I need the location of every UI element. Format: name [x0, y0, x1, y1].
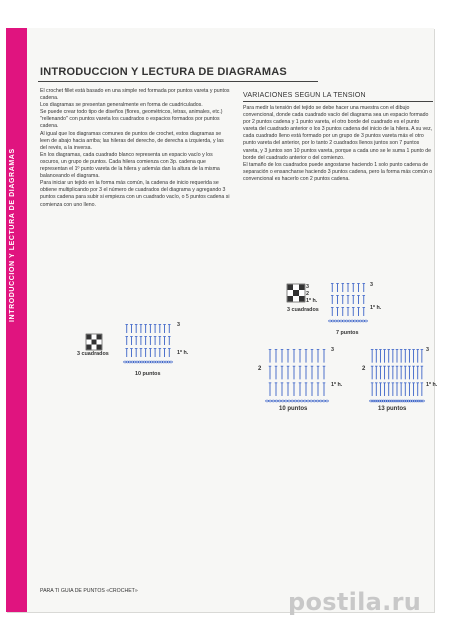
row-number: 1º h.	[370, 305, 382, 311]
chain-mark	[288, 400, 291, 402]
points-label: 10 puntos	[135, 371, 161, 377]
chain-mark	[337, 320, 340, 322]
chain-mark	[351, 320, 354, 322]
section-subtitle: VARIACIONES SEGUN LA TENSION	[243, 92, 366, 99]
chain-mark	[348, 320, 351, 322]
chain-mark	[356, 320, 359, 322]
left-paragraph: Al igual que los diagramas comunes de puntos de crochet, estos diagramas se leen de abajo hacia arriba; las hileras del derecho, de derecha a izquierda, y las del revés, a la inversa.	[40, 130, 224, 151]
row-number: 1º h.	[426, 382, 438, 388]
chain-mark	[319, 400, 322, 402]
points-label: 10 puntos	[279, 406, 308, 412]
grid-icon	[86, 334, 102, 350]
stitch-diagram	[368, 346, 426, 404]
chain-mark	[316, 400, 319, 402]
right-paragraph: Para medir la tensión del tejido se debe hacer una muestra con el dibujo convencional, donde cada cuadrado vacío del diagrama sea un espacio formado por 2 puntos cadena y 1 punto vareta, el otro borde del cuadrado es el punto vareta del cuadrado anterior o los 3 puntos cadena del inicio de la hilera. A su vez, cada cuadrado lleno está formado por un grupo de 3 puntos vareta más el otro punto vareta del anterior, por lo tanto 2 cuadrados llenos juntos son 7 puntos vareta, y 3 juntos son 10 puntos vareta, porque a cada uno se le suma 1 punto de borde del cuadrado anterior o del comienzo.	[243, 105, 433, 161]
subtitle-rule	[243, 101, 433, 102]
chain-mark	[329, 320, 332, 322]
chain-mark	[331, 320, 334, 322]
chain-mark	[278, 400, 281, 402]
left-paragraph: Los diagramas se presentan generalmente en forma de cuadriculados.	[40, 102, 203, 109]
stitch-diagram	[327, 280, 369, 324]
chain-mark	[359, 320, 362, 322]
row-number: 2	[362, 366, 366, 372]
chain-mark	[269, 400, 272, 402]
right-paragraph: El tamaño de los cuadrados puede angostarse haciendo 1 solo punto cadena de separación o ensancharse haciendo 3 puntos cadena, pero la forma más común o convencional es hacerlo con 2 puntos cadena.	[243, 161, 433, 182]
chain-mark	[326, 400, 329, 402]
chain-mark	[275, 400, 278, 402]
chain-mark	[294, 400, 297, 402]
row-number: 3	[331, 347, 334, 353]
chain-mark	[300, 400, 303, 402]
page-footer: PARA TI GUIA DE PUNTOS «CROCHET»	[40, 588, 138, 594]
row-number: 1º h.	[177, 350, 189, 356]
row-number: 3	[177, 322, 180, 328]
stitch-diagram	[122, 321, 174, 365]
left-paragraph: En los diagramas, cada cuadrado blanco representa un espacio vacío y los oscuros, un grupo de puntos. Cada hilera comienza con 3p. cadena que representan el 1º punto vareta de la hilera y además dan la altura de la misma balanceando el diagrama.	[40, 151, 220, 180]
chain-mark	[313, 400, 316, 402]
chain-mark	[281, 400, 284, 402]
row-number: 1º h.	[331, 382, 343, 388]
chain-mark	[291, 400, 294, 402]
left-column	[40, 88, 230, 209]
chain-mark	[272, 400, 275, 402]
chain-mark	[362, 320, 365, 322]
left-paragraph: Se puede crear todo tipo de diseños (flores, geométricos, letras, animales, etc.) "rellenando" con puntos vareta los cuadrados o espacios formados por puntos cadena.	[40, 109, 223, 130]
chain-mark	[285, 400, 288, 402]
chain-mark	[303, 400, 306, 402]
chain-mark	[365, 320, 368, 322]
right-column	[243, 92, 433, 183]
chain-mark	[307, 400, 310, 402]
chain-mark	[322, 400, 325, 402]
chain-mark	[310, 400, 313, 402]
points-label: 7 puntos	[336, 330, 359, 336]
title-rule	[38, 81, 318, 82]
row-number: 1º h.	[306, 298, 318, 304]
page-title: INTRODUCCION Y LECTURA DE DIAGRAMAS	[40, 66, 287, 78]
row-number: 3	[370, 282, 373, 288]
watermark: postila.ru	[288, 588, 422, 616]
chain-mark	[340, 320, 343, 322]
row-number: 2	[306, 291, 309, 297]
sidebar-label: INTRODUCCION Y LECTURA DE DIAGRAMAS	[9, 148, 16, 322]
chain-mark	[354, 320, 357, 322]
points-label: 13 puntos	[378, 406, 407, 412]
row-number: 2	[258, 366, 262, 372]
row-number: 3	[426, 347, 429, 353]
chain-mark	[345, 320, 348, 322]
left-paragraph: Para iniciar un tejido en la forma más común, la cadena de inicio requerida se obtiene multiplicando por 3 el número de cuadrados del diagrama y agregando 3 puntos cadena para subir si empieza con un cuadrado vacío, o 5 puntos cadena si comienza con uno lleno.	[40, 180, 230, 208]
left-paragraph: El crochet fillet está basado en una simple red formada por puntos vareta y puntos cadena.	[40, 88, 230, 102]
chain-mark	[266, 400, 269, 402]
row-number: 3	[306, 284, 309, 290]
chain-mark	[334, 320, 337, 322]
chain-mark	[342, 320, 345, 322]
small-grid-label: 3 cuadrados	[77, 351, 109, 357]
small-grid-label: 3 cuadrados	[287, 307, 319, 313]
grid-icon	[287, 284, 305, 302]
stitch-diagram	[264, 346, 330, 404]
chain-mark	[297, 400, 300, 402]
